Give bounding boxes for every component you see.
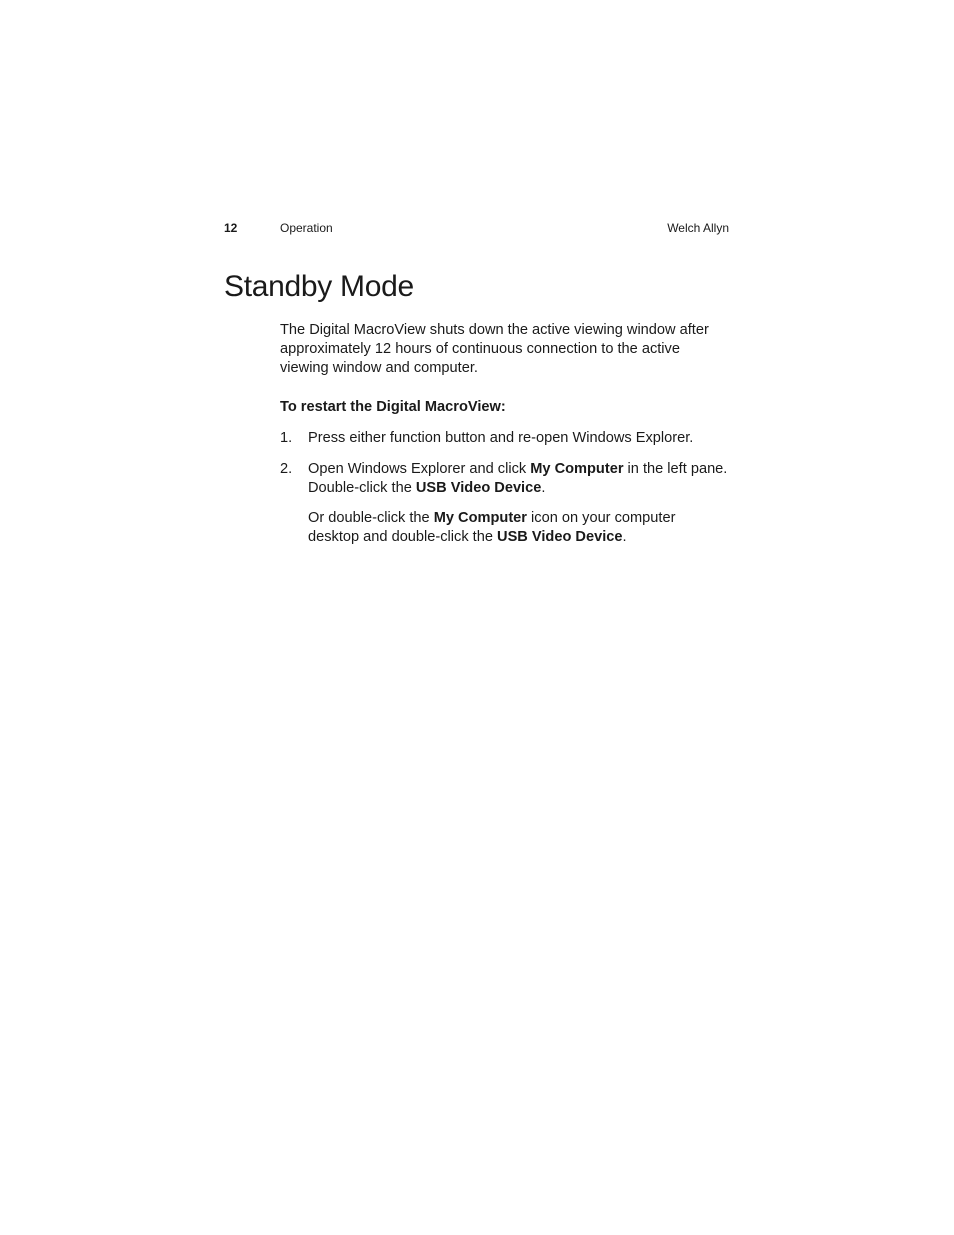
section-body bbox=[280, 321, 730, 559]
ui-term-my-computer: My Computer bbox=[433, 510, 527, 526]
step-number: 1. bbox=[280, 430, 293, 446]
ui-term-my-computer: My Computer bbox=[530, 461, 624, 477]
step-text bbox=[308, 429, 730, 448]
ui-term-usb-video-device: USB Video Device bbox=[497, 529, 623, 545]
step-text-run: in the left pane. Double-click the bbox=[308, 461, 728, 496]
page-number: 12 bbox=[224, 221, 238, 235]
step-paragraph bbox=[308, 460, 730, 498]
step-text-run: icon on your computer desktop and double-click the bbox=[308, 510, 676, 545]
step-item bbox=[280, 460, 730, 547]
step-alt-paragraph bbox=[308, 509, 730, 547]
page-title: Standby Mode bbox=[224, 270, 414, 303]
step-text-run: . bbox=[622, 529, 627, 545]
brand-name: Welch Allyn bbox=[667, 221, 729, 235]
step-item bbox=[280, 429, 730, 448]
step-text-run: Or double-click the bbox=[308, 510, 434, 526]
running-header bbox=[224, 221, 729, 239]
section-name: Operation bbox=[280, 221, 333, 235]
step-text bbox=[308, 460, 730, 547]
procedure-heading: To restart the Digital MacroView: bbox=[280, 399, 506, 415]
step-number: 2. bbox=[280, 461, 293, 477]
step-text-run: Open Windows Explorer and click bbox=[308, 461, 531, 477]
intro-paragraph: The Digital MacroView shuts down the active viewing window after approximately 12 hours of continuous connection to the active viewing window and computer. bbox=[280, 322, 709, 376]
step-paragraph: Press either function button and re-open Windows Explorer. bbox=[308, 430, 694, 446]
ui-term-usb-video-device: USB Video Device bbox=[415, 480, 542, 496]
step-text-run: . bbox=[541, 480, 546, 496]
procedure-steps bbox=[280, 429, 730, 547]
